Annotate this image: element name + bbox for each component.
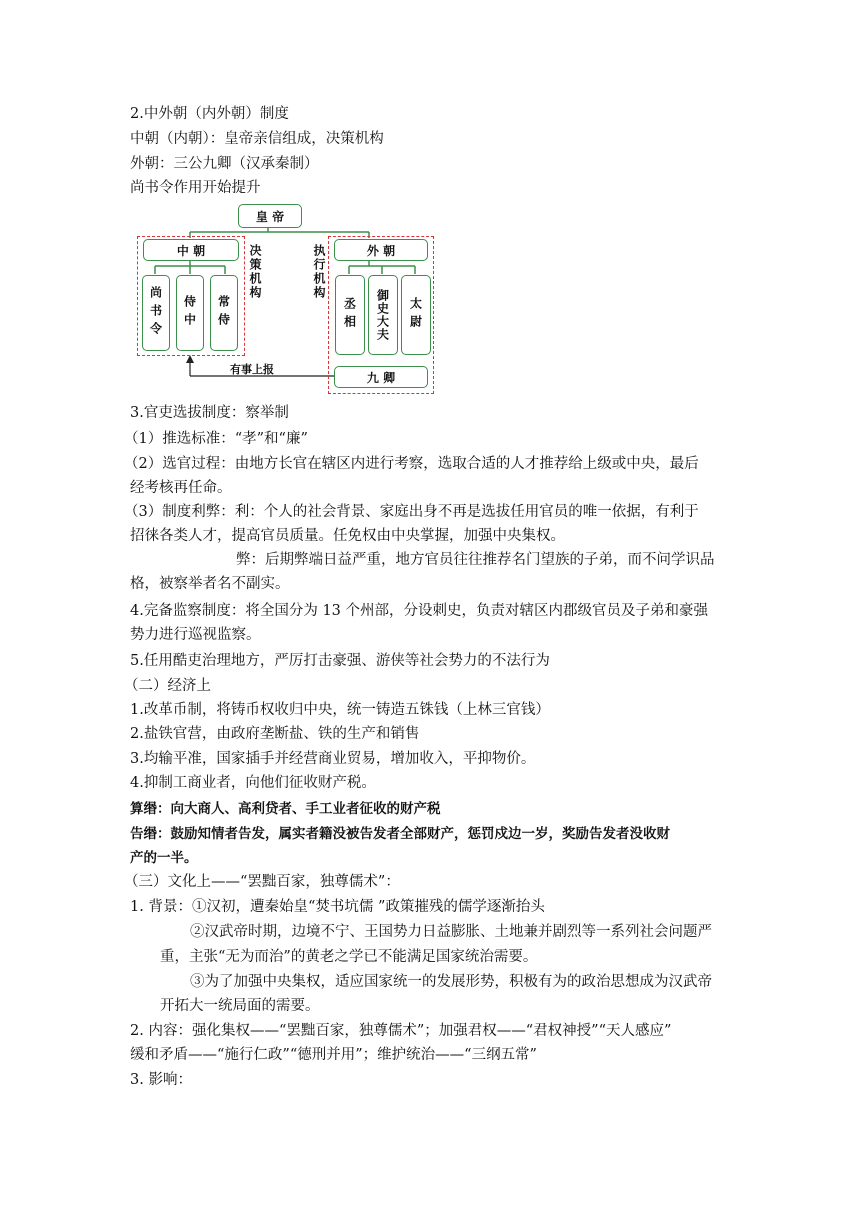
section3-p3b: 招徕各类人才，提高官员质量。任免权由中央掌握，加强中央集权。 [130,528,565,544]
culture-bg-2b: 重，主张“无为而治”的黄老之学已不能满足国家统治需要。 [160,949,538,965]
court-structure-diagram [135,198,435,396]
economy-item-4: 4.抑制工商业者，向他们征收财产税。 [130,775,376,791]
jiuqing-box: 九 卿 [334,366,428,388]
inner-court-box: 中 朝 [143,239,239,261]
emperor-box: 皇 帝 [238,204,302,228]
culture-heading: （三）文化上——“罢黜百家，独尊儒术”： [124,874,400,890]
section2-heading: 2.中外朝（内外朝）制度 [130,106,289,122]
decision-label: 决策机构 [248,244,262,300]
culture-content-a: 2. 内容：强化集权——“罢黜百家，独尊儒术”；加强君权——“君权神授”“天人感应” [130,1023,672,1039]
outer-item-yushidafu: 御史大夫 [368,275,398,355]
shangshu-desc: 尚书令作用开始提升 [130,180,261,196]
suanmin-desc: 算缗：向大商人、高利贷者、手工业者征收的财产税 [130,801,441,817]
culture-bg-2a: ②汉武帝时期，边境不宁、王国势力日益膨胀、土地兼并剧烈等一系列社会问题严 [190,924,712,940]
inner-item-shizhong: 侍中 [176,275,204,351]
section3-p2a: （2）选官过程：由地方长官在辖区内进行考察，选取合适的人才推荐给上级或中央，最后 [124,456,699,472]
economy-item-1: 1.改革币制，将铸币权收归中央，统一铸造五铢钱（上林三官钱） [130,702,550,718]
section3-heading: 3.官吏选拔制度：察举制 [130,405,289,421]
section3-p1: （1）推选标准：“孝”和“廉” [124,431,308,447]
culture-impact: 3. 影响： [130,1072,192,1088]
culture-bg-1: 1. 背景：①汉初，遭秦始皇“焚书坑儒 ”政策摧残的儒学逐渐抬头 [130,899,545,915]
section4-a: 4.完备监察制度：将全国分为 13 个州部，分设刺史，负责对辖区内郡级官员及子弟和豪强 [130,603,708,619]
culture-bg-3b: 开拓大一统局面的需要。 [160,998,320,1014]
outer-court-box: 外 朝 [334,239,428,261]
section3-p3a: （3）制度利弊：利：个人的社会背景、家庭出身不再是选拔任用官员的唯一依据，有利于 [124,504,699,520]
section3-p2b: 经考核再任命。 [130,480,232,496]
outer-item-taiwei: 太尉 [401,275,431,355]
inner-item-changshi: 常侍 [210,275,238,351]
economy-heading: （二）经济上 [124,678,211,694]
report-label: 有事上报 [230,363,274,376]
economy-item-3: 3.均输平准，国家插手并经营商业贸易，增加收入，平抑物价。 [130,751,536,767]
section3-p3c: 弊：后期弊端日益严重，地方官员往往推荐名门望族的子弟，而不问学识品 [236,552,715,568]
gaomin-desc-a: 告缗：鼓励知情者告发，属实者籍没被告发者全部财产，惩罚戍边一岁，奖励告发者没收财 [130,826,670,842]
culture-content-b: 缓和矛盾——“施行仁政”“德刑并用”；维护统治——“三纲五常” [130,1047,537,1063]
outer-court-desc: 外朝：三公九卿（汉承秦制） [130,156,319,172]
economy-item-2: 2.盐铁官营，由政府垄断盐、铁的生产和销售 [130,726,420,742]
culture-bg-3a: ③为了加强中央集权，适应国家统一的发展形势，积极有为的政治思想成为汉武帝 [190,974,712,990]
gaomin-desc-b: 产的一半。 [130,850,198,866]
outer-item-chengxiang: 丞相 [335,275,365,355]
section3-p3d: 格，被察举者名不副实。 [130,576,290,592]
execution-label: 执行机构 [312,244,326,300]
section5: 5.任用酷吏治理地方，严厉打击豪强、游侠等社会势力的不法行为 [130,653,550,669]
inner-court-desc: 中朝（内朝）：皇帝亲信组成，决策机构 [130,131,384,147]
inner-item-shangshuling: 尚书令 [142,275,170,351]
section4-b: 势力进行巡视监察。 [130,627,261,643]
